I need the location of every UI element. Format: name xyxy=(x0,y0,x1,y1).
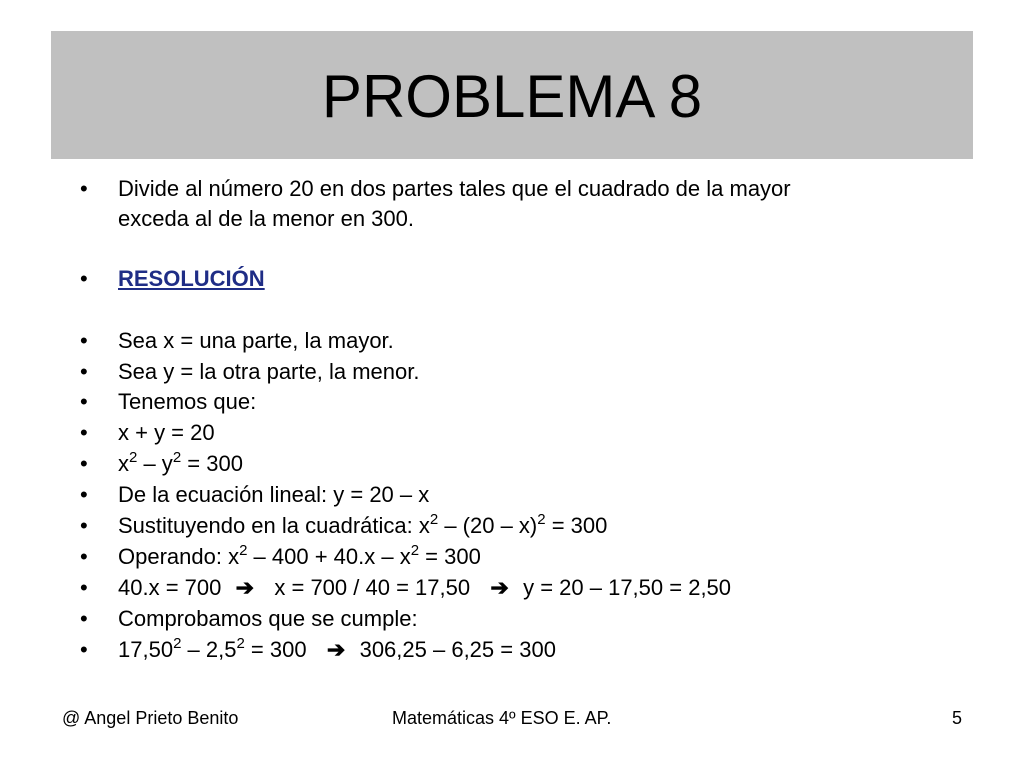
line-text: Tenemos que: xyxy=(118,389,257,414)
bullet-mark: • xyxy=(80,513,88,538)
bullet-mark: • xyxy=(80,575,88,600)
line-text: x + y = 20 xyxy=(118,420,215,445)
line-text: $x^2 - y^2 = 300$ xyxy=(118,448,243,476)
statement-line-2: exceda al de la menor en 300. xyxy=(118,206,414,231)
bullet-mark: • xyxy=(80,544,88,569)
line-text: 40.x = 700 ➔ x = 700 / 40 = 17,50 ➔ y = 20 – 17,50 = 2,50 xyxy=(118,573,731,603)
bullet-mark: • xyxy=(80,359,88,384)
line-text: Sea y = la otra parte, la menor. xyxy=(118,359,420,384)
bullet-mark: • xyxy=(80,420,88,445)
bullet-mark: • xyxy=(80,482,88,507)
right-arrow-icon: ➔ xyxy=(490,575,509,600)
statement-line-1: Divide al número 20 en dos partes tales que el cuadrado de la mayor xyxy=(118,176,791,201)
bullet-mark: • xyxy=(80,451,88,476)
line-text: Comprobamos que se cumple: xyxy=(118,606,418,631)
line-text: De la ecuación lineal: y = 20 – x xyxy=(118,482,430,507)
line-text: $17,50^2 - 2,5^2 = 300$ ➔ 306,25 – 6,25 = 300 xyxy=(118,635,556,665)
bullet-mark: • xyxy=(80,266,88,291)
bullet-mark: • xyxy=(80,176,88,201)
slide-title: PROBLEMA 8 xyxy=(321,63,703,130)
bullet-mark: • xyxy=(80,328,88,353)
bullet-mark: • xyxy=(80,606,88,631)
bullet-mark: • xyxy=(80,637,88,662)
resolution-heading: RESOLUCIÓN xyxy=(118,266,265,291)
right-arrow-icon: ➔ xyxy=(326,637,346,662)
line-text: Sea x = una parte, la mayor. xyxy=(118,328,394,353)
bullet-mark: • xyxy=(80,389,88,414)
footer-author: @ Angel Prieto Benito xyxy=(62,708,239,728)
line-text: Operando: $x^2 - 400 + 40.x - x^2 = 300$ xyxy=(118,541,481,569)
footer-page-number: 5 xyxy=(952,708,963,728)
footer-course: Matemáticas 4º ESO E. AP. xyxy=(392,708,612,728)
line-text: Sustituyendo en la cuadrática: $x^2 - (20 - x)^2 = 300$ xyxy=(118,510,608,538)
right-arrow-icon: ➔ xyxy=(235,575,255,600)
